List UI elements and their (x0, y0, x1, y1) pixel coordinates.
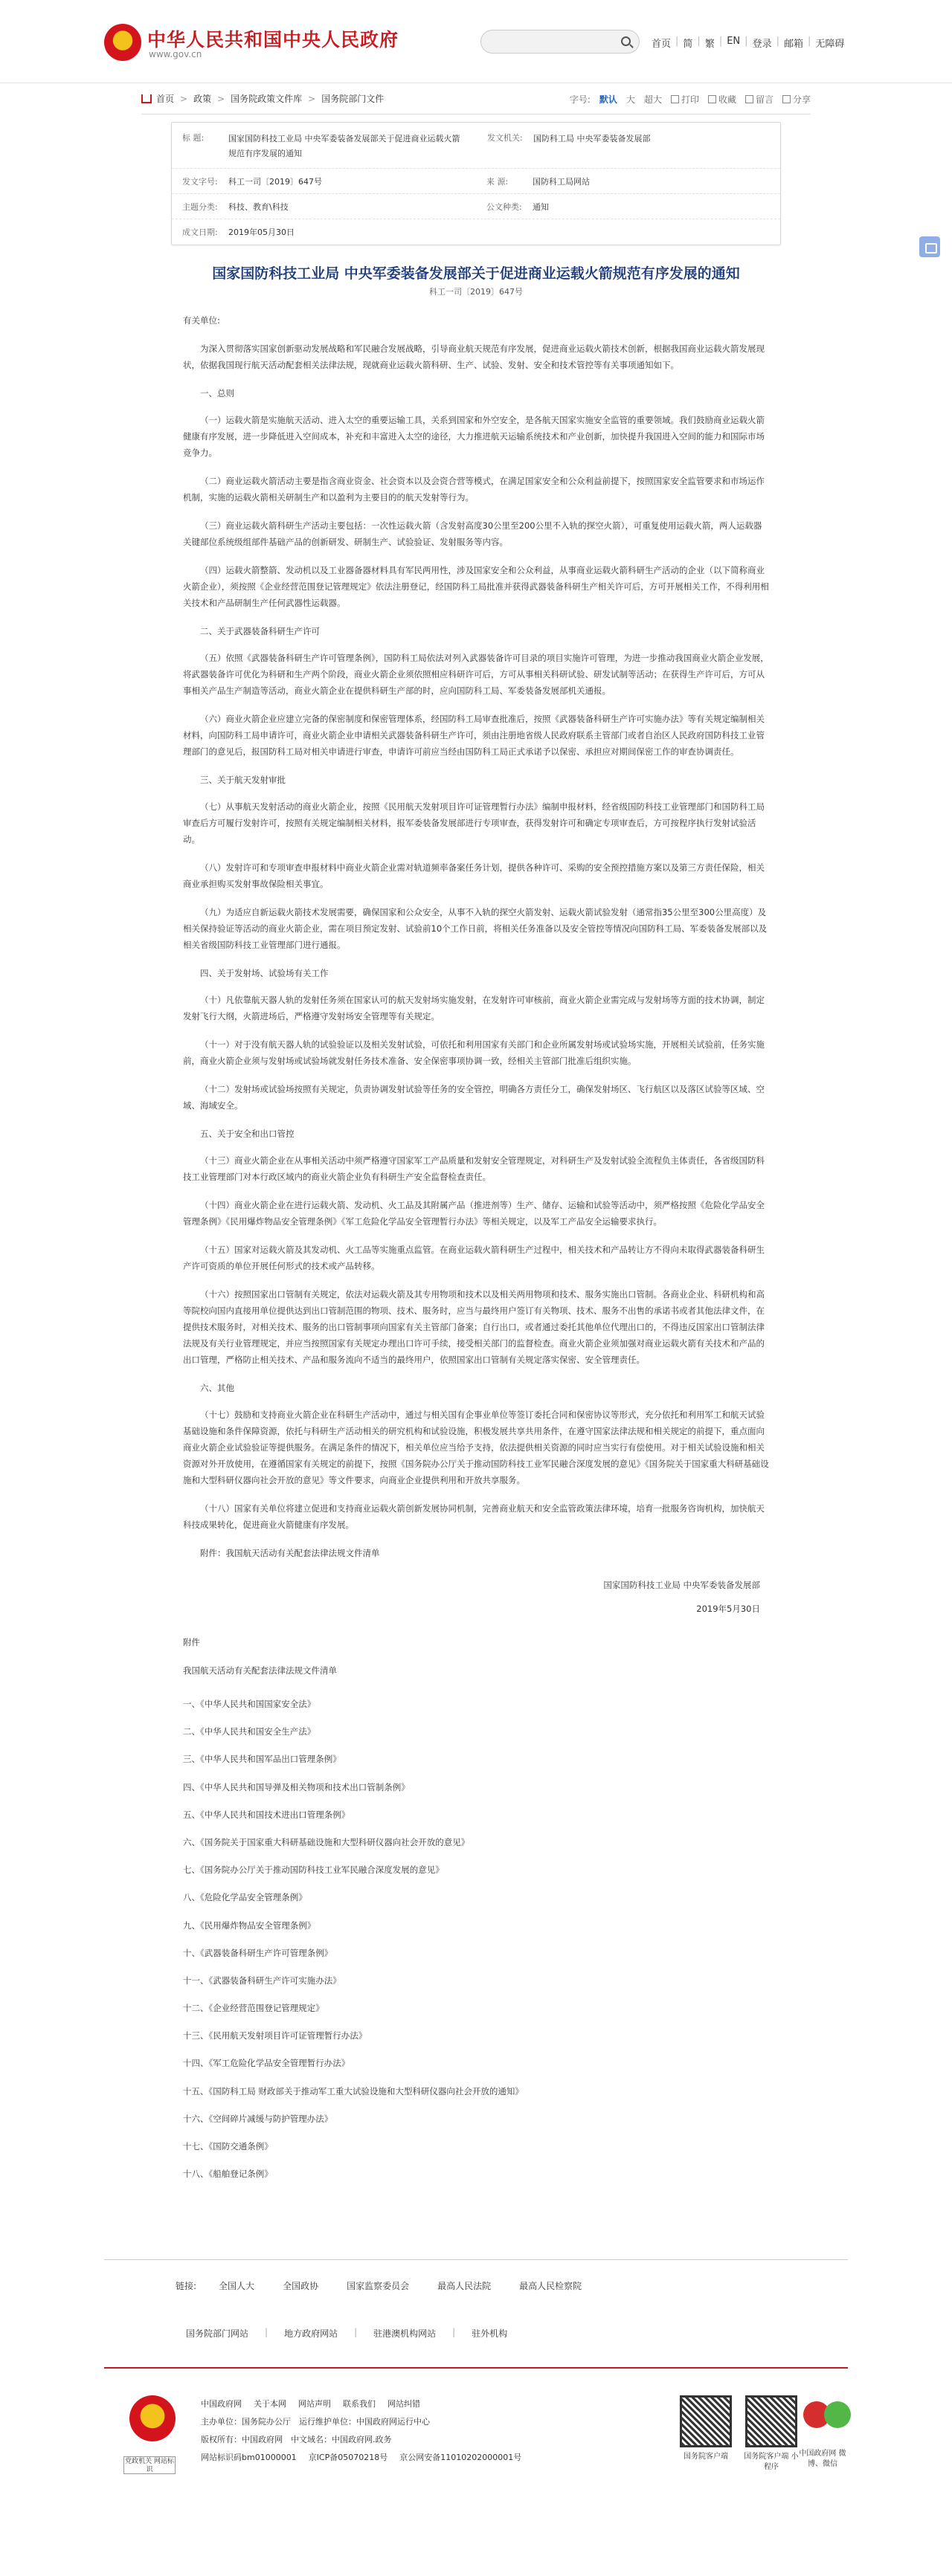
party-gov-badge-icon[interactable]: 党政机关 网站标识 (123, 2456, 176, 2474)
breadcrumb-policy-library[interactable]: 国务院政策文件库 (231, 94, 303, 104)
meta-category-label: 主题分类: (182, 201, 218, 212)
footer-info (201, 2395, 533, 2467)
footer-link-about[interactable]: 关于本网 (254, 2399, 286, 2409)
breadcrumb-policy[interactable]: 政策 (193, 94, 212, 104)
paragraph: （十六）按照国家出口管制有关规定，依法对运载火箭及其专用物项和技术以及相关两用物项和技术、服务实施出口管制。各商业企业、科研机构和高等院校向国内直接用单位提供达到出口管制范围的物项、技术、服务时，应当与最终用户签订有关物项、技术、服务不出售的承诺书或者其他法律文件，在提供技术服务时，对相关技术、服务的出口管制事项向国家有关主管部门备案；自行出口，或者通过委托其他单位代理出口的，不得违反国家出口管制法律法规及有关行业管理规定，并应当按照国家有关规定办理出口许可手续，接受相关部门的监督检查。商业火箭企业须加强对商业运载火箭有关技术和产品的出口管理，严格防止相关技术、产品和服务流向不适当的最终用户，依照国家出口管制有关规定落实保密、安全管理责任。 (183, 1289, 765, 1365)
meta-source: 国防科工局网站 (533, 176, 590, 187)
section-heading: 一、总则 (200, 388, 234, 398)
article-title: 国家国防科技工业局 中央军委装备发展部关于促进商业运载火箭规范有序发展的通知 (212, 265, 740, 282)
signer: 国家国防科技工业局 中央军委装备发展部 (603, 1580, 760, 1590)
top-link-accessibility[interactable]: 无障碍 (815, 39, 845, 50)
section-heading: 六、其他 (200, 1383, 234, 1393)
attachment-item: 二、《中华人民共和国安全生产法》 (183, 1726, 316, 1737)
section-heading: 五、关于安全和出口管控 (200, 1129, 295, 1139)
footer-link-contact[interactable]: 联系我们 (343, 2399, 376, 2409)
intro-paragraph: 为深入贯彻落实国家创新驱动发展战略和军民融合发展战略，引导商业航天规范有序发展，促进商业运载火箭技术创新，根据我国商业运载火箭发展现状，依据我国现行航天活动配套相关法律法规，现就商业运载火箭科研、生产、试验、发射、安全和技术管控等有关事项通知如下。 (183, 343, 765, 370)
site-footer (104, 2367, 848, 2493)
paragraph: （八）发射许可和专项审查申报材料中商业火箭企业需对轨道频率备案任务计划，提供各种许可、采购的安全预控措施方案以及第三方责任保险，相关商业承担购买发射事故保险相关事宜。 (183, 862, 765, 889)
top-link-mail[interactable]: 邮箱 (783, 39, 803, 50)
footer-copyright: 版权所有：中国政府网 中文域名：中国政府网.政务 (201, 2435, 392, 2445)
meta-type: 通知 (533, 201, 549, 212)
national-emblem-icon (129, 2395, 176, 2441)
link-ccdi[interactable]: 国家监察委员会 (347, 2281, 410, 2292)
meta-issuer: 国防科工局 中央军委装备发展部 (533, 134, 651, 143)
print-button[interactable]: 打印 (681, 94, 699, 105)
font-size-label: 字号: (569, 94, 591, 105)
meta-title: 国家国防科技工业局 中央军委装备发展部关于促进商业运载火箭规范有序发展的通知 (228, 134, 460, 158)
attachment-item: 十一、《武器装备科研生产许可实施办法》 (183, 1975, 341, 1986)
link-npc[interactable]: 全国人大 (219, 2281, 255, 2292)
attachment-item: 八、《危险化学品安全管理条例》 (183, 1892, 307, 1903)
search-input[interactable] (490, 30, 620, 53)
font-size-default[interactable]: 默认 (599, 94, 617, 105)
document-metadata (171, 122, 781, 245)
footer-site-id: 网站标识码bm01000001 (201, 2453, 297, 2463)
paragraph: （七）从事航天发射活动的商业火箭企业，按照《民用航天发射项目许可证管理暂行办法》编制申报材料，经省级国防科技工业管理部门和国防科工局审查后方可履行发射许可，按照有关规定编制相关材料，报军委装备发展部进行专项审查，获得发射许可和确定专项审查后，方可按程序执行发射试验活动。 (183, 801, 765, 845)
meta-docno: 科工一司〔2019〕647号 (228, 176, 322, 187)
meta-title-label: 标 题: (182, 133, 205, 143)
footer-host: 主办单位：国务院办公厅 运行维护单位：中国政府网运行中心 (201, 2417, 430, 2427)
attachment-item: 三、《中华人民共和国军品出口管理条例》 (183, 1754, 341, 1765)
qr-miniprogram-label: 国务院客户端 小程序 (744, 2453, 799, 2472)
site-header (0, 0, 952, 83)
top-link-traditional[interactable]: 繁 (704, 39, 715, 50)
section-heading: 四、关于发射场、试验场有关工作 (200, 968, 329, 978)
link-overseas-sites[interactable]: 驻外机构 (472, 2328, 508, 2340)
breadcrumb-department-docs[interactable]: 国务院部门文件 (321, 94, 385, 104)
attachment-list (183, 1691, 769, 2188)
attachment-title: 我国航天活动有关配套法律法规文件清单 (183, 1665, 337, 1676)
side-feedback-icon[interactable] (919, 236, 940, 257)
home-icon (141, 94, 152, 103)
paragraph: （十八）国家有关单位将建立促进和支持商业运载火箭创新发展协同机制，完善商业航天和安全监管政策法律环境，培育一批服务咨询机构，加快航天科技成果转化，促进商业火箭健康有序发展。 (183, 1503, 765, 1530)
link-department-sites[interactable]: 国务院部门网站 (186, 2328, 249, 2340)
attachment-item: 十三、《民用航天发射项目许可证管理暂行办法》 (183, 2030, 367, 2041)
section-heading: 三、关于航天发射审批 (200, 775, 286, 785)
footer-links: 链接: 全国人大 全国政协 国家监察委员会 最高人民法院 最高人民检察院 国务院部门网站 | 地方政府网站 | 驻港澳机构网站 | 驻外机构 (104, 2259, 848, 2349)
breadcrumb-home[interactable]: 首页 (156, 94, 175, 104)
sign-date: 2019年5月30日 (696, 1604, 760, 1614)
attachment-item: 十八、《船舶登记条例》 (183, 2169, 273, 2180)
site-name[interactable]: 中华人民共和国中央人民政府 (147, 29, 399, 51)
link-local-gov-sites[interactable]: 地方政府网站 (284, 2328, 338, 2340)
breadcrumb: 首页 > 政策 > 国务院政策文件库 > 国务院部门文件 字号: 默认 大 超大 打印 收藏 留言 分享 (141, 83, 811, 114)
message-icon (745, 95, 753, 103)
paragraph: （十七）鼓励和支持商业火箭企业在科研生产活动中，通过与相关国有企事业单位等签订委托合同和保密协议等形式，充分依托和利用军工和航天试验基础设施和条件保障资源，依托与科研生产活动相关的研究机构和试验设施，积极发展共享共用条件，在遵守国家法律法规和相关规定的前提下，重点面向商业火箭企业试验验证等提供服务。在满足条件的情况下，相关单位应当给予支持，依法提供相关资源的同时应当实行有偿使用。对于相关试验设施和相关资源对外开放使用，在遵循国家有关规定的前提下，按照《国务院办公厅关于推动国防科技工业军民融合深度发展的意见》《国务院关于国家重大科研基础设施和大型科研仪器向社会开放的意见》等文件要求，向商业企业提供利用和开放共享服务。 (183, 1410, 769, 1485)
article (171, 245, 781, 2188)
favorite-button[interactable]: 收藏 (718, 94, 736, 105)
site-url: www.gov.cn (149, 49, 202, 59)
meta-category: 科技、教育\科技 (228, 201, 289, 212)
attachment-item: 十六、《空间碎片减缓与防护管理办法》 (183, 2113, 333, 2124)
share-icon (782, 95, 791, 103)
font-size-xlarge[interactable]: 超大 (643, 94, 662, 105)
salutation: 有关单位: (183, 315, 220, 326)
paragraph: （六）商业火箭企业应建立完备的保密制度和保密管理体系，经国防科工局审查批准后，按照《武器装备科研生产许可实施办法》等有关规定编制相关材料，向国防科工局申请许可，商业火箭企业申请相关武器装备科研生产许可，须由注册地省级人民政府联系主管部门或者自治区人民政府国防科技工业管理部门的意见后，报国防科工局对相关申请进行审查，申请许可前应当经由国防科工局正式承诺予以保密、承担应对期间保密工作的审查协调责任。 (183, 714, 765, 757)
attachment-item: 十二、《企业经营范围登记管理规定》 (183, 2003, 324, 2014)
footer-link-correction[interactable]: 网站纠错 (387, 2399, 420, 2409)
footer-icp[interactable]: 京ICP备05070218号 (308, 2453, 388, 2463)
qr-app-label: 国务院客户端 (684, 2453, 728, 2462)
favorite-icon (708, 95, 716, 103)
footer-link-gov[interactable]: 中国政府网 (201, 2399, 242, 2409)
section-heading: 二、关于武器装备科研生产许可 (200, 626, 320, 636)
paragraph: （一）运载火箭是实施航天活动、进入太空的重要运输工具，关系到国家和外空安全，是各航天国家实施安全监管的重要领域。我们鼓励商业运载火箭健康有序发展，进一步降低进入空间成本，补充和丰富进入太空的途径，大力推进航天运输系统技术和产业创新，加快提升我国进入空间的能力和国际市场竞争力。 (183, 415, 765, 458)
share-button[interactable]: 分享 (792, 94, 811, 105)
links-label: 链接: (176, 2281, 197, 2292)
paragraph: （二）商业运载火箭活动主要是指含商业资金、社会资本以及会资合营等模式，在满足国家安全和公众利益前提下，按照国家安全监管要求和市场运作机制，实施的运载火箭相关研制生产和以盈利为主要目的的航天发射等行为。 (183, 476, 765, 503)
attachment-item: 九、《民用爆炸物品安全管理条例》 (183, 1920, 316, 1931)
qr-code-app-icon (680, 2395, 732, 2447)
attachment-item: 十、《武器装备科研生产许可管理条例》 (183, 1947, 333, 1958)
attachment-note[interactable]: 附件：我国航天活动有关配套法律法规文件清单 (200, 1548, 380, 1558)
social-label: 中国政府网 微博、微信 (799, 2450, 846, 2469)
attachment-item: 十七、《国防交通条例》 (183, 2141, 273, 2151)
search-box (480, 30, 640, 54)
link-procuratorate[interactable]: 最高人民检察院 (519, 2281, 582, 2292)
article-tools (570, 93, 811, 106)
top-link-home[interactable]: 首页 (652, 39, 672, 50)
attachment-heading: 附件 (183, 1637, 200, 1647)
meta-date: 2019年05月30日 (228, 227, 295, 237)
top-link-login[interactable]: 登录 (752, 39, 772, 50)
font-size-large[interactable]: 大 (625, 94, 635, 105)
attachment-item: 四、《中华人民共和国导弹及相关物项和技术出口管制条例》 (183, 1781, 410, 1792)
top-link-simplified[interactable]: 简 (683, 39, 693, 50)
paragraph: （三）商业运载火箭科研生产活动主要包括：一次性运载火箭（含发射高度30公里至200公里不入轨的探空火箭），可重复使用运载火箭，两人运载器关键部位系统级组部件基础产品的创新研发、研制生产、试验验证、发射服务等内容。 (183, 520, 762, 547)
top-link-english[interactable]: EN (727, 36, 741, 47)
link-cppcc[interactable]: 全国政协 (283, 2281, 319, 2292)
paragraph: （四）运载火箭整箭、发动机以及工业器备器材料具有军民两用性，涉及国家安全和公众利益，从事商业运载火箭科研生产活动的企业（以下简称商业火箭企业），须按照《企业经营范围登记管理规定》依法注册登记，经国防科工局批准并获得武器装备科研生产相关许可后，方可开展相关工作，不得利用相关技术和产品研制生产任何武器性运载器。 (183, 565, 769, 608)
top-links: 首页 | 简 | 繁 | EN | 登录 | 邮箱 | 无障碍 (652, 36, 845, 50)
paragraph: （十五）国家对运载火箭及其发动机、火工品等实施重点监管。在商业运载火箭科研生产过程中，相关技术和产品转让方不得向未取得武器装备科研生产许可资质的单位开展任何形式的技术或产品转移。 (183, 1245, 765, 1271)
paragraph: （十三）商业火箭企业在从事相关活动中须严格遵守国家军工产品质量和发射安全管理规定，对科研生产及发射试验全流程负主体责任，各省级国防科技工业管理部门对本行政区域内的商业火箭企业负有科研生产安全监督检查责任。 (183, 1155, 765, 1182)
search-icon[interactable] (621, 36, 631, 46)
paragraph: （九）为适应自新运载火箭技术发展需要，确保国家和公众安全，从事不入轨的探空火箭发射、运载火箭试验发射（通常指35公里至300公里高度）及相关保持验证等活动的商业火箭企业，需在项目预定发射、试验前10个工作日前，将相关任务准备以及安全管控等情况向国防科工局、军委装备发展部以及相关省级国防科技工业管理部门进行通报。 (183, 907, 768, 950)
attachment-item: 一、《中华人民共和国国家安全法》 (183, 1699, 316, 1709)
meta-source-label: 来 源: (486, 176, 509, 187)
paragraph: （五）依照《武器装备科研生产许可管理条例》，国防科工局依法对列入武器装备许可目录的项目实施许可管理，为进一步推动我国商业火箭企业发展，将武器装备许可优化为科研和生产两个阶段，商业火箭企业须依照相应科研许可后，方可从事相关科研试验、研发试制等活动；在获得生产许可后，方可从事相关产品生产制造等活动，商业火箭企业在提供科研生产部的时，应向国防科工局、军委装备发展部机关通报。 (183, 653, 769, 696)
attachment-item: 十四、《军工危险化学品安全管理暂行办法》 (183, 2058, 350, 2069)
meta-type-label: 公文种类: (486, 201, 522, 212)
link-hk-macao-sites[interactable]: 驻港澳机构网站 (373, 2328, 437, 2340)
paragraph: （十二）发射场或试验场按照有关规定，负责协调发射试验等任务的安全管控，明确各方责任分工，确保发射场区、飞行航区以及落区试验等区域、空域、海域安全。 (183, 1084, 765, 1111)
attachment-item: 五、《中华人民共和国技术进出口管理条例》 (183, 1809, 350, 1820)
article-body (183, 312, 769, 2188)
wechat-icon[interactable] (824, 2401, 851, 2428)
leave-message-button[interactable]: 留言 (755, 94, 774, 105)
qr-code-miniprogram-icon (745, 2395, 797, 2447)
link-supreme-court[interactable]: 最高人民法院 (437, 2281, 492, 2292)
national-emblem-icon[interactable] (104, 24, 141, 61)
print-icon (671, 95, 679, 103)
attachment-item: 七、《国务院办公厅关于推动国防科技工业军民融合深度发展的意见》 (183, 1865, 444, 1876)
footer-police[interactable]: 京公网安备11010202000001号 (399, 2453, 522, 2463)
meta-docno-label: 发文字号: (182, 176, 218, 187)
footer-link-statement[interactable]: 网站声明 (298, 2399, 331, 2409)
attachment-item: 十五、《国防科工局 财政部关于推动军工重大试验设施和大型科研仪器向社会开放的通知》 (183, 2085, 524, 2096)
paragraph: （十）凡依靠航天器人轨的发射任务须在国家认可的航天发射场实施发射，在发射许可审核前，商业火箭企业需完成与发射场等方面的技术协调，制定发射飞行大纲，火箭进场后，严格遵守发射场安全管理等有关规定。 (183, 995, 765, 1021)
meta-date-label: 成文日期: (182, 227, 218, 237)
article-docno: 科工一司〔2019〕647号 (429, 287, 523, 297)
paragraph: （十四）商业火箭企业在进行运载火箭、发动机、火工品及其附属产品（推进剂等）生产、储存、运输和试验等活动中，须严格按照《危险化学品安全管理条例》《民用爆炸物品安全管理条例》《军工危险化学品安全管理暂行办法》等相关规定，以及军工产品安全运输要求执行。 (183, 1200, 765, 1227)
paragraph: （十一）对于没有航天器人轨的试验验证以及相关发射试验，可依托和利用国家有关部门和企业所属发射场或试验场实施，开展相关试验前，任务实施前，商业火箭企业须与发射场或试验场就发射任务技术准备、安全保密事项协调一致，经相关主管部门批准后组织实施。 (183, 1039, 765, 1066)
attachment-item: 六、《国务院关于国家重大科研基础设施和大型科研仪器向社会开放的意见》 (183, 1836, 470, 1847)
meta-issuer-label: 发文机关: (487, 133, 523, 143)
